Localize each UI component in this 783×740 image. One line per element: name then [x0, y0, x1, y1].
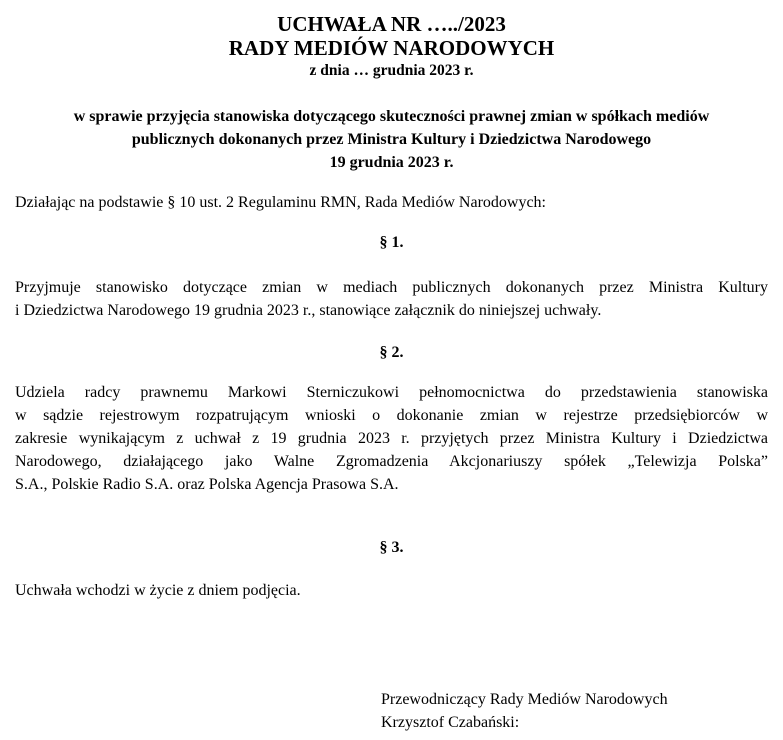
- section-1-heading: § 1.: [379, 234, 404, 251]
- paragraph-line: i Dziedzictwa Narodowego 19 grudnia 2023 r., stanowiące załącznik do niniejszej uchwały.: [15, 302, 602, 319]
- section-2-paragraph: [15, 381, 768, 496]
- subject-line: w sprawie przyjęcia stanowiska dotyczącego skuteczności prawnej zmian w spółkach mediów: [73, 108, 710, 125]
- preamble-paragraph: [15, 191, 768, 214]
- signatory-title: Przewodniczący Rady Mediów Narodowych: [381, 691, 668, 708]
- section-2-heading: § 2.: [379, 344, 404, 361]
- section-1-paragraph: [15, 276, 768, 322]
- subject-line: 19 grudnia 2023 r.: [329, 154, 454, 171]
- preamble-text: Działając na podstawie § 10 ust. 2 Regulaminu RMN, Rada Mediów Narodowych:: [15, 194, 546, 211]
- subject-line: publicznych dokonanych przez Ministra Kultury i Dziedzictwa Narodowego: [131, 131, 652, 148]
- paragraph-line: S.A., Polskie Radio S.A. oraz Polska Agencja Prasowa S.A.: [15, 476, 399, 493]
- paragraph-line: zakresie wynikającym z uchwał z 19 grudnia 2023 r. przyjętych przez Ministra Kultury i Dziedzictwa: [15, 430, 768, 447]
- section-3-paragraph: [15, 579, 768, 602]
- resolution-subject: [0, 105, 783, 174]
- paragraph-line: Przyjmuje stanowisko dotyczące zmian w mediach publicznych dokonanych przez Ministra Kultury: [15, 279, 768, 296]
- resolution-date: z dnia … grudnia 2023 r.: [309, 62, 474, 79]
- resolution-number-title: UCHWAŁA NR …../2023: [277, 12, 506, 36]
- paragraph-line: Udziela radcy prawnemu Markowi Sterniczukowi pełnomocnictwa do przedstawienia stanowiska: [15, 384, 768, 401]
- signature-block: [381, 688, 668, 734]
- paragraph-line: w sądzie rejestrowym rozpatrującym wnioski o dokonanie zmian w rejestrze przedsiębiorców w: [15, 407, 768, 424]
- council-name-title: RADY MEDIÓW NARODOWYCH: [228, 36, 555, 60]
- paragraph-line: Narodowego, działającego jako Walne Zgromadzenia Akcjonariuszy spółek „Telewizja Polska”: [15, 453, 768, 470]
- paragraph-line: Uchwała wchodzi w życie z dniem podjęcia.: [15, 582, 301, 599]
- signatory-name: Krzysztof Czabański:: [381, 714, 520, 731]
- section-3-heading: § 3.: [379, 539, 404, 556]
